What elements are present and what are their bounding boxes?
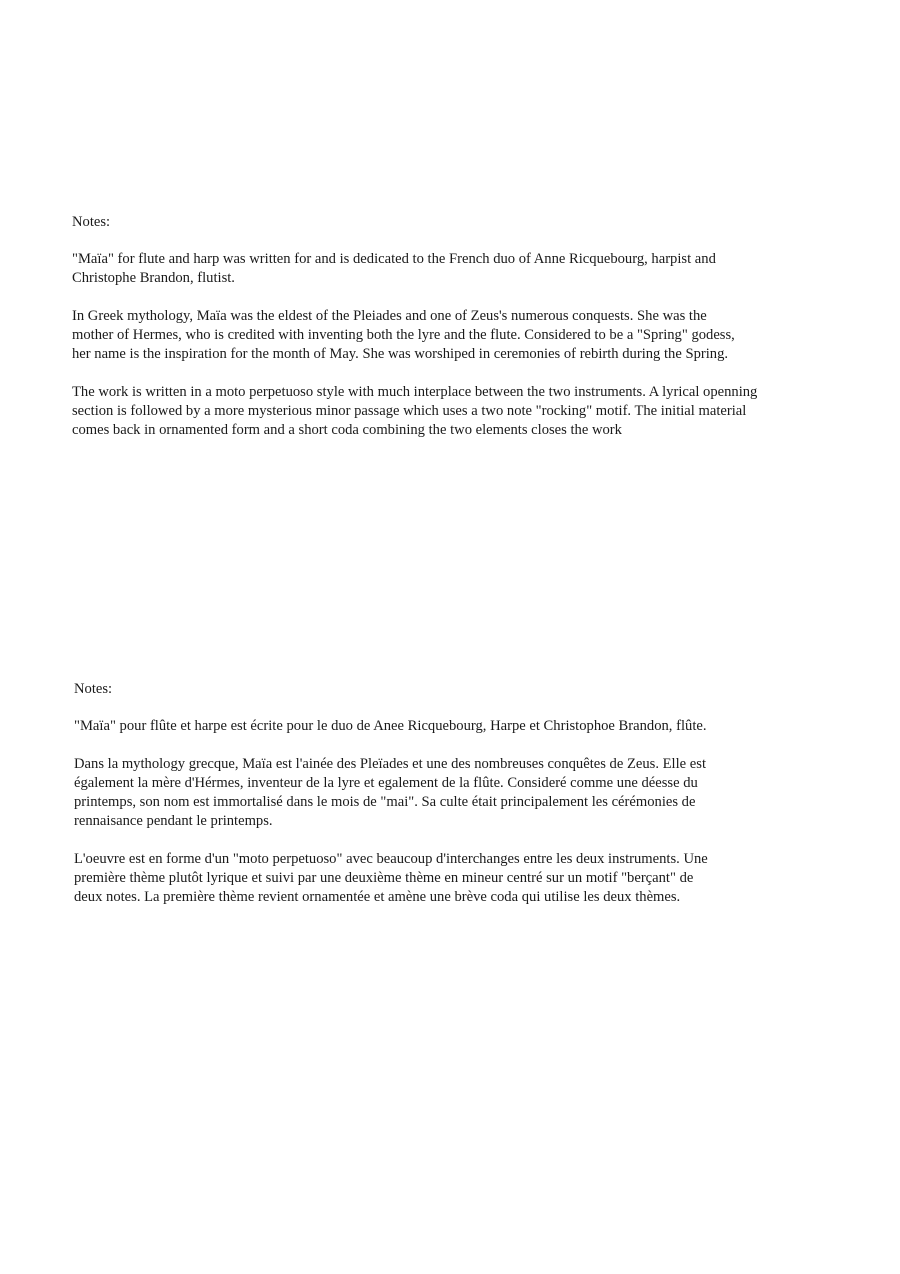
french-dedication-paragraph: "Maïa" pour flûte et harpe est écrite pour le duo de Anee Ricquebourg, Harpe et Christophoe Brandon, flûte.	[74, 718, 707, 734]
english-notes-section	[72, 213, 872, 459]
english-form-paragraph: The work is written in a moto perpetuoso style with much interplace between the two instruments. A lyrical openning section is followed by a more mysterious minor passage which uses a two note "rocking" motif. The initial material comes back in ornamented form and a short coda combining the two elements closes the work	[72, 384, 758, 438]
english-mythology-paragraph: In Greek mythology, Maïa was the eldest of the Pleiades and one of Zeus's numerous conquests. She was the mother of Hermes, who is credited with inventing both the lyre and the flute. Considered to be a "Spring" godess, her name is the inspiration for the month of May. She was worshiped in ceremonies of rebirth during the Spring.	[72, 308, 735, 362]
french-notes-heading: Notes:	[74, 681, 113, 697]
english-notes-heading: Notes:	[72, 214, 111, 230]
french-notes-section	[74, 680, 874, 926]
french-mythology-paragraph: Dans la mythology grecque, Maïa est l'ainée des Pleïades et une des nombreuses conquêtes de Zeus. Elle est également la mère d'Hérmes, inventeur de la lyre et egalement de la flûte. Consideré comme une déesse du printemps, son nom est immortalisé dans le mois de "mai". Sa culte était principalement les cérémonies de rennaisance pendant le printemps.	[74, 756, 706, 829]
french-form-paragraph: L'oeuvre est en forme d'un "moto perpetuoso" avec beaucoup d'interchanges entre les deux instruments. Une première thème plutôt lyrique et suivi par une deuxième thème en mineur centré sur un motif "berçant" de deux notes. La première thème revient ornamentée et amène une brève coda qui utilise les deux thèmes.	[74, 851, 708, 905]
english-dedication-paragraph: "Maïa" for flute and harp was written for and is dedicated to the French duo of Anne Ricquebourg, harpist and Christophe Brandon, flutist.	[72, 251, 716, 286]
